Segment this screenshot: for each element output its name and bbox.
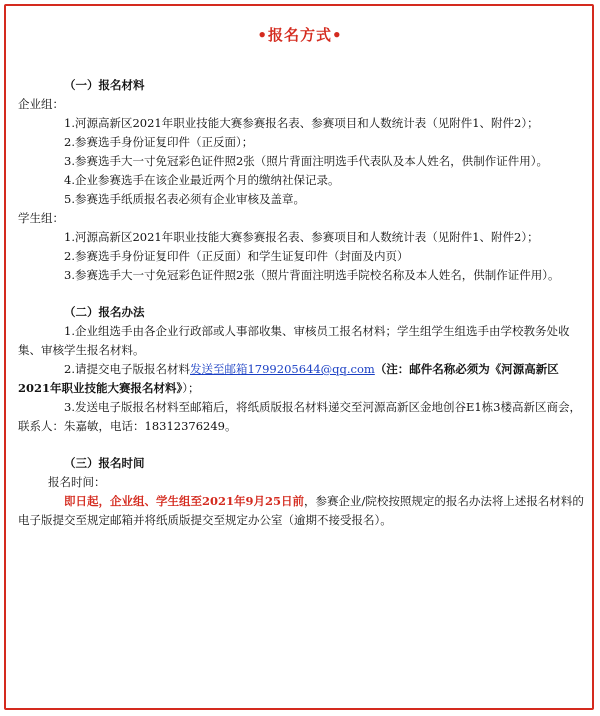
deadline-highlight: 即日起，企业组、学生组至2021年9月25日前 xyxy=(64,494,305,508)
enterprise-item-3: 3.参赛选手大一寸免冠彩色证件照2张（照片背面注明选手代表队及本人姓名，供制作证件用）。 xyxy=(64,154,549,168)
enterprise-item-1: 1.河源高新区2021年职业技能大赛参赛报名表、参赛项目和人数统计表（见附件1、附件2）； xyxy=(64,116,539,130)
method-item-2-prefix: 2.请提交电子版报名材料 xyxy=(64,362,190,376)
enterprise-item-2: 2.参赛选手身份证复印件（正反面）； xyxy=(64,135,254,149)
student-group-label: 学生组： xyxy=(18,211,64,225)
method-item-2 xyxy=(18,360,584,398)
student-item-2: 2.参赛选手身份证复印件（正反面）和学生证复印件（封面及内页） xyxy=(64,249,409,263)
enterprise-group-label: 企业组： xyxy=(18,97,64,111)
method-item-2-suffix: ）； xyxy=(182,381,200,395)
page-title: •报名方式• xyxy=(257,26,343,44)
time-label: 报名时间： xyxy=(48,475,106,489)
registration-content xyxy=(18,76,584,530)
enterprise-item-5: 5.参赛选手纸质报名表必须有企业审核及盖章。 xyxy=(64,192,305,206)
method-item-1: 1.企业组选手由各企业行政部或人事部收集、审核员工报名材料；学生组学生组选手由学校教务处收集、审核学生报名材料。 xyxy=(18,324,570,357)
section-heading-method: （二）报名办法 xyxy=(64,305,145,319)
section-heading-time: （三）报名时间 xyxy=(64,456,145,470)
time-detail-rest: ，参赛企业/院校按照规定的报名办法将上述报名材料的电子版提交至规定邮箱并将纸质版提交至规定办公室（逾期不接受报名）。 xyxy=(18,494,584,527)
time-detail xyxy=(18,492,584,530)
email-subject-note: （注：邮件名称必须为《河源高新区2021年职业技能大赛报名材料》 xyxy=(18,362,559,395)
section-heading-materials: （一）报名材料 xyxy=(64,78,145,92)
student-item-1: 1.河源高新区2021年职业技能大赛参赛报名表、参赛项目和人数统计表（见附件1、附件2）； xyxy=(64,230,539,244)
email-link[interactable]: 发送至邮箱1799205644@qq.com xyxy=(189,362,375,376)
enterprise-item-4: 4.企业参赛选手在该企业最近两个月的缴纳社保记录。 xyxy=(64,173,340,187)
method-item-3: 3.发送电子版报名材料至邮箱后，将纸质版报名材料递交至河源高新区金地创谷E1栋3楼高新区商会，联系人：朱嘉敏，电话：18312376249。 xyxy=(18,400,581,433)
student-item-3: 3.参赛选手大一寸免冠彩色证件照2张（照片背面注明选手院校名称及本人姓名，供制作证件用）。 xyxy=(64,268,560,282)
